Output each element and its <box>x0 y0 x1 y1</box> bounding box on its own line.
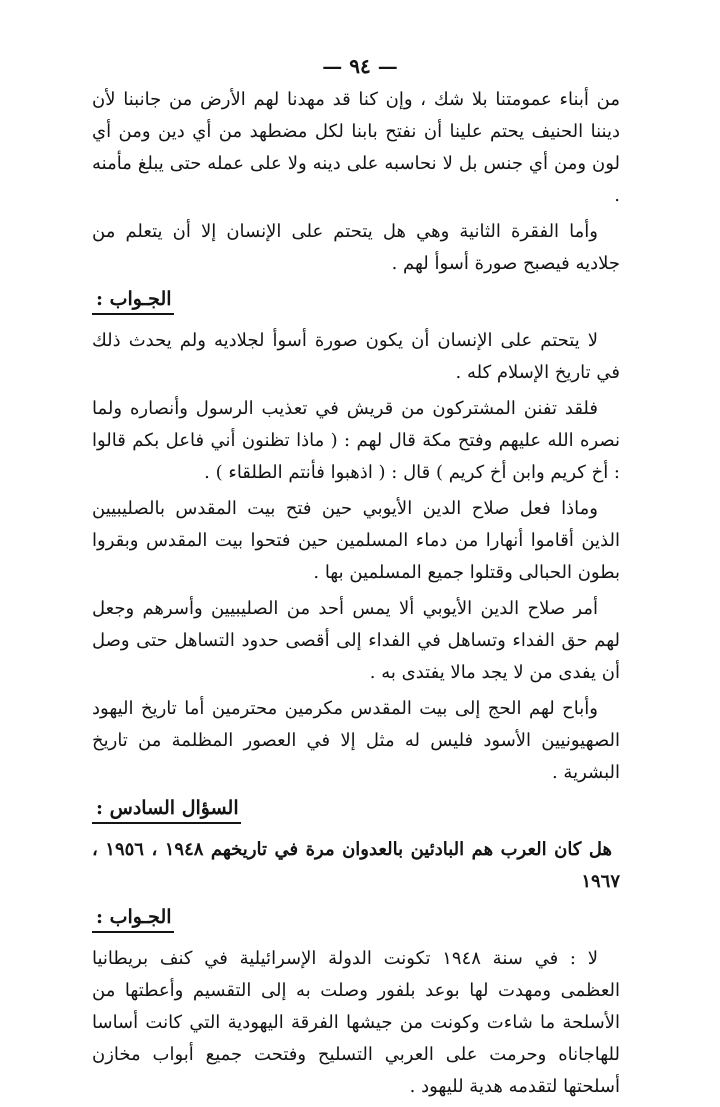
answer-heading-1-label: الجـواب : <box>92 286 174 315</box>
answer-heading-2-label: الجـواب : <box>92 904 174 933</box>
paragraph-4: فلقد تفنن المشتركون من قريش في تعذيب الرسول وأنصاره ولما نصره الله عليهم وفتح مكة قال لهم : ( ماذا تظنون أني فاعل بكم قالوا : أخ كريم وابن أخ كريم ) قال : ( اذهبوا فأنتم الطلقاء ) . <box>92 398 620 483</box>
page-number: — ٩٤ — <box>322 54 398 78</box>
paragraph-6: أمر صلاح الدين الأيوبي ألا يمس أحد من الصليبيين وأسرهم وجعل لهم حق الفداء وتساهل في الفداء إلى أقصى حدود التساهل حتى وصل أن يفدى من لا يجد مالا يفتدى به . <box>92 598 620 683</box>
question-heading-6 <box>92 795 620 824</box>
paragraph-2: وأما الفقرة الثانية وهي هل يتحتم على الإنسان إلا أن يتعلم من جلاديه فيصبح صورة أسوأ لهم . <box>92 221 620 274</box>
paragraph-5: وماذا فعل صلاح الدين الأيوبي حين فتح بيت المقدس بالصليبيين الذين أقاموا أنهارا من دماء المسلمين حين فتحوا بيت المقدس وبقروا بطون الحبالى وقتلوا جميع المسلمين بها . <box>92 498 620 583</box>
paragraph-1: من أبناء عمومتنا بلا شك ، وإن كنا قد مهدنا لهم الأرض من جانبنا لأن ديننا الحنيف يحتم علينا أن نفتح بابنا لكل مضطهد من أي دين ومن أي لون ومن أي جنس بل لا نحاسبه على دينه ولا على عمله حتى يبلغ مأمنه . <box>92 89 620 206</box>
question-6-text: هل كان العرب هم البادئين بالعدوان مرة في تاريخهم ١٩٤٨ ، ١٩٥٦ ، ١٩٦٧ <box>92 839 620 892</box>
answer-heading-2 <box>92 904 620 933</box>
paragraph-7: وأباح لهم الحج إلى بيت المقدس مكرمين محترمين أما تاريخ اليهود الصهيونيين الأسود فليس له مثل إلا في العصور المظلمة من تاريخ البشرية . <box>92 698 620 783</box>
paragraph-8: لا : في سنة ١٩٤٨ تكونت الدولة الإسرائيلية في كنف بريطانيا العظمى ومهدت لها بوعد بلفور وصلت به إلى التقسيم وأعطتها من الأسلحة ما شاءت وكونت من جيشها الفرقة اليهودية التي كانت أساسا للهاجاناه وحرمت على العربي التسليح وفتحت جميع أبواب مخازن أسلحتها لتقدمه هدية لليهود . <box>92 948 620 1097</box>
question-heading-6-label: السؤال السادس : <box>92 795 241 824</box>
paragraph-3: لا يتحتم على الإنسان أن يكون صورة أسوأ لجلاديه ولم يحدث ذلك في تاريخ الإسلام كله . <box>92 330 620 383</box>
page-body <box>92 84 620 1107</box>
answer-heading-1 <box>92 286 620 315</box>
